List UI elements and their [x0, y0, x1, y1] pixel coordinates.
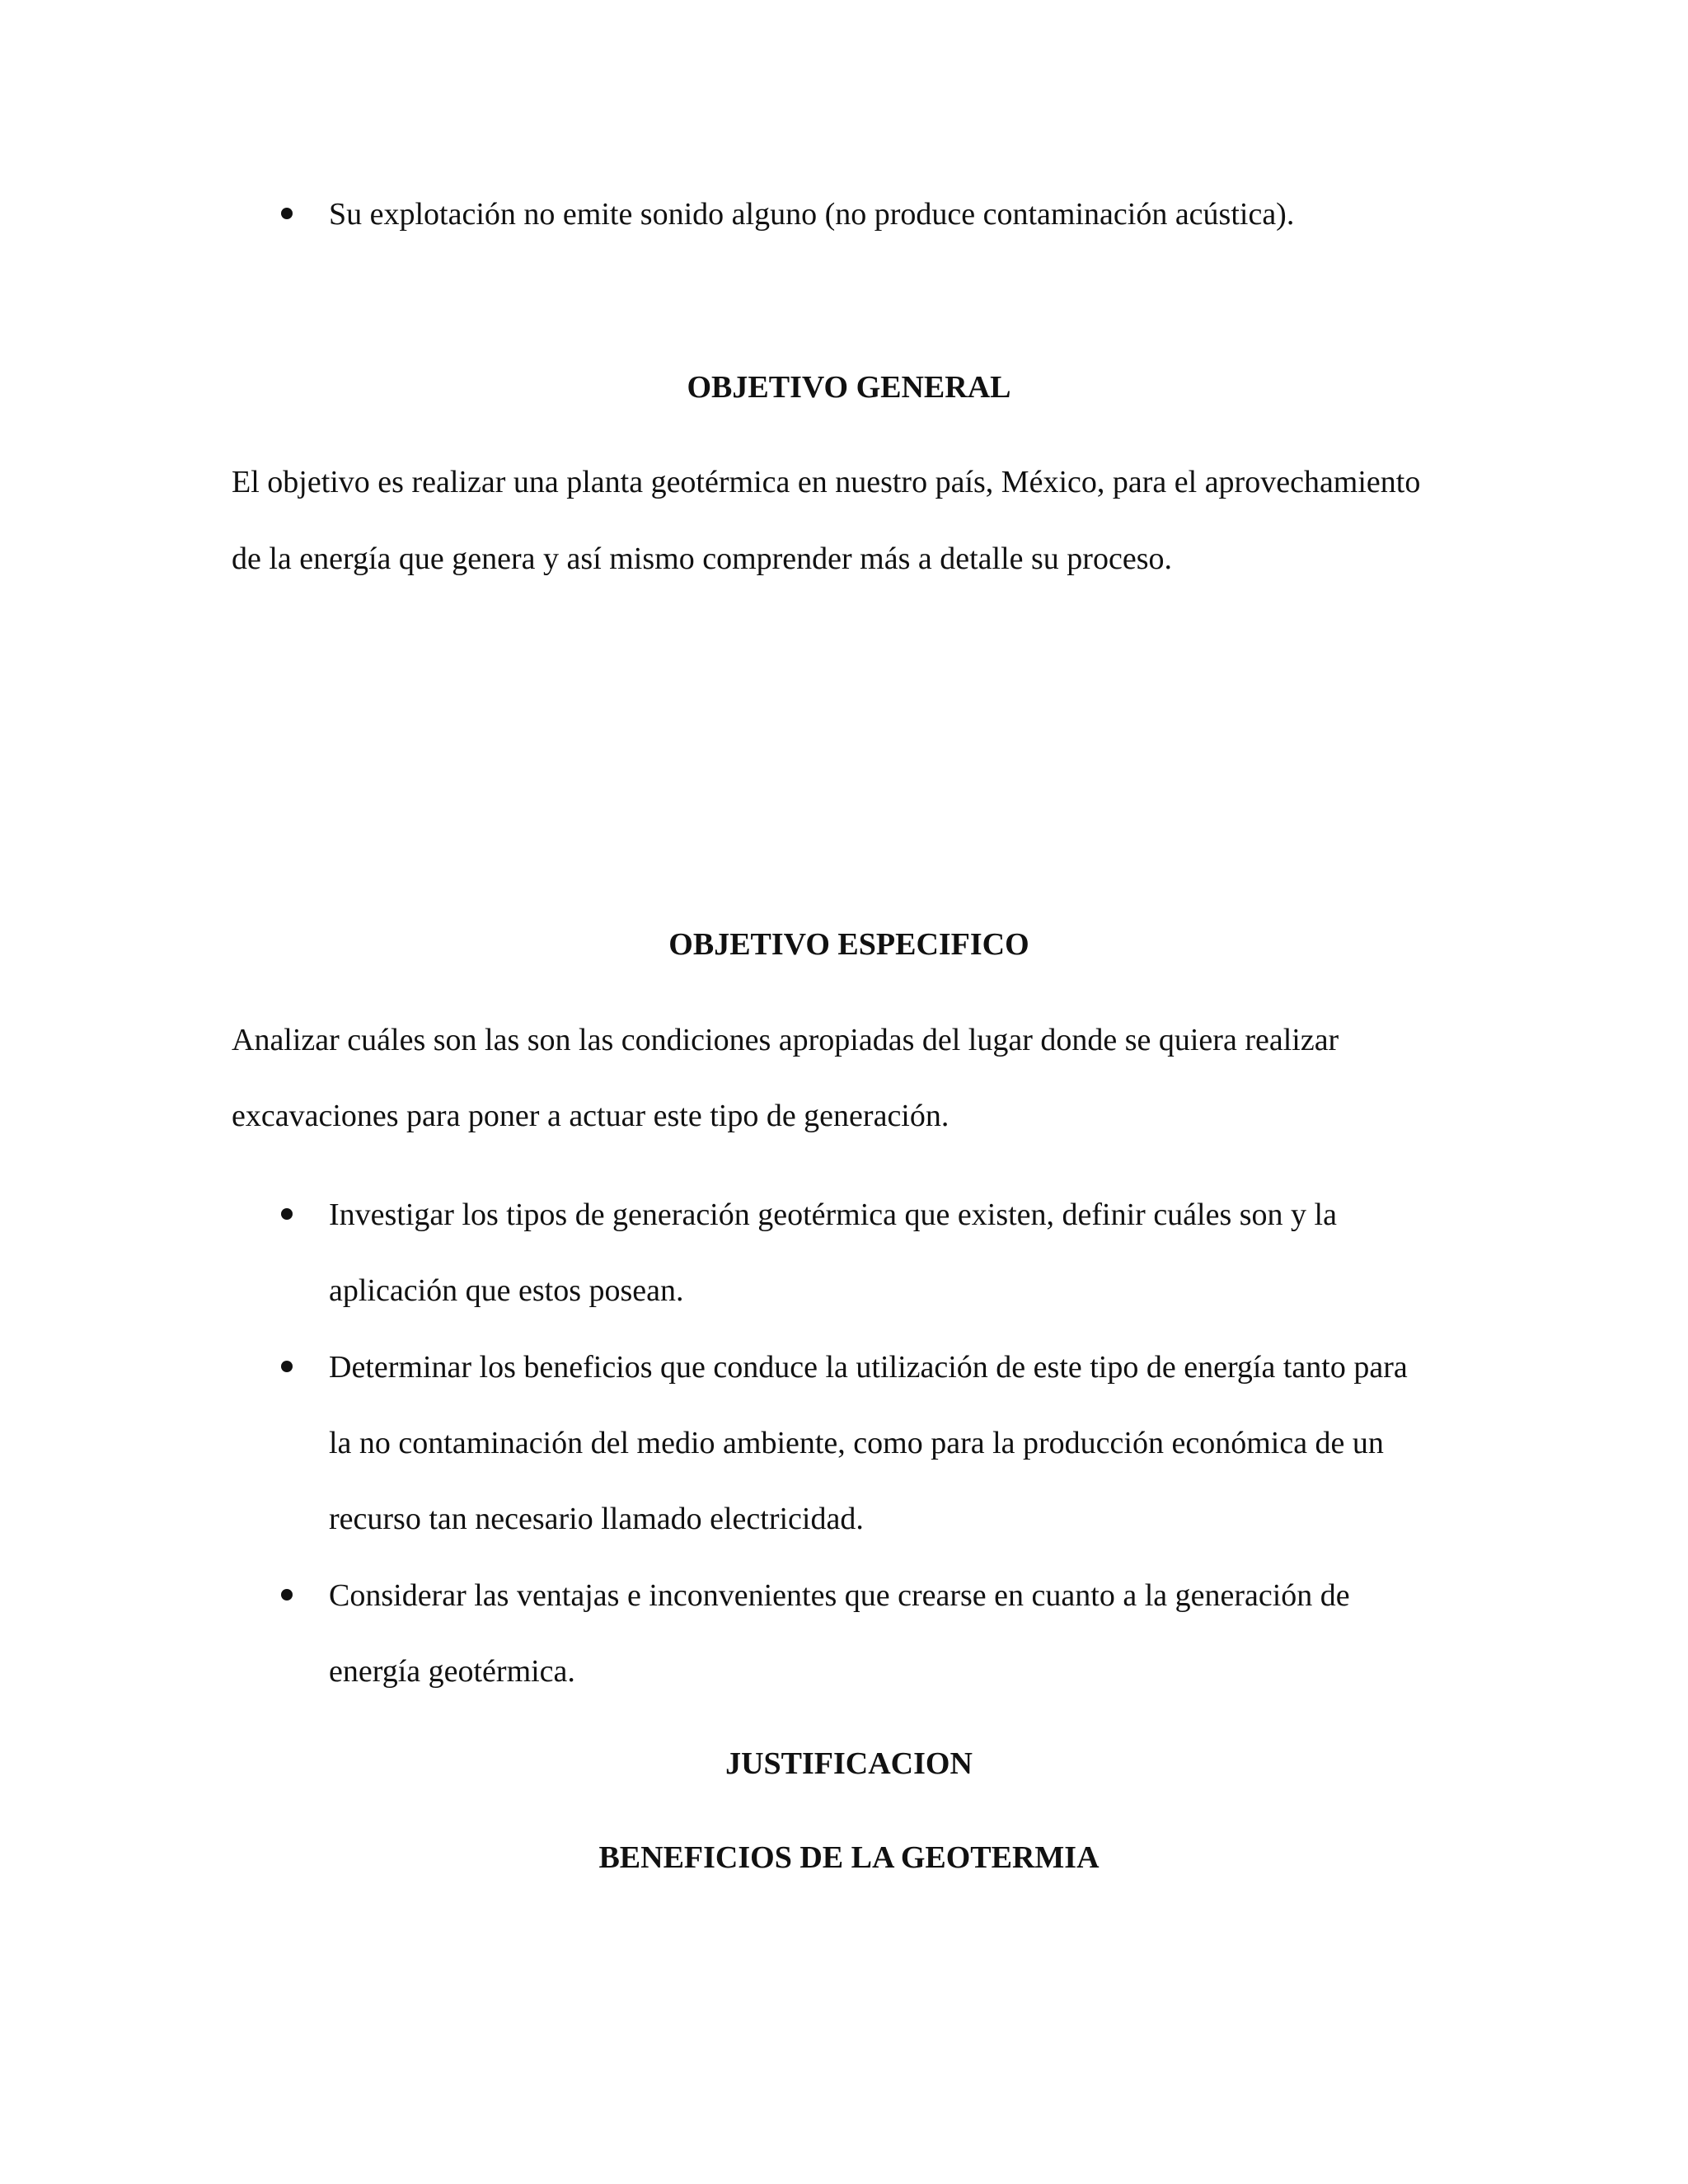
paragraph-objetivo-general-line-1: El objetivo es realizar una planta geotérmica en nuestro país, México, para el aprovechamiento — [232, 465, 1421, 499]
bullet-investigar-line-2: aplicación que estos posean. — [329, 1273, 684, 1308]
bullet-determinar-line-2: la no contaminación del medio ambiente, como para la producción económica de un — [329, 1426, 1384, 1460]
heading-objetivo-general: OBJETIVO GENERAL — [687, 370, 1011, 405]
heading-objetivo-especifico: OBJETIVO ESPECIFICO — [668, 927, 1029, 962]
bullet-marker — [278, 1576, 298, 1596]
bullet-determinar-line-3: recurso tan necesario llamado electricidad. — [329, 1502, 864, 1536]
bullet-determinar-line-1: Determinar los beneficios que conduce la utilización de este tipo de energía tanto para — [329, 1350, 1408, 1385]
bullet-investigar-line-1: Investigar los tipos de generación geotérmica que existen, definir cuáles son y la — [329, 1197, 1337, 1232]
paragraph-objetivo-general-line-2: de la energía que genera y así mismo comprender más a detalle su proceso. — [232, 541, 1172, 576]
bullet-marker — [278, 1347, 298, 1367]
bullet-considerar-line-2: energía geotérmica. — [329, 1654, 575, 1689]
bullet-text-noise: Su explotación no emite sonido alguno (no produce contaminación acústica). — [329, 197, 1295, 232]
bullet-considerar-line-1: Considerar las ventajas e inconvenientes que crearse en cuanto a la generación de — [329, 1578, 1350, 1613]
paragraph-objetivo-especifico-line-1: Analizar cuáles son las son las condiciones apropiadas del lugar donde se quiera realizar — [232, 1023, 1339, 1057]
heading-beneficios-geotermia: BENEFICIOS DE LA GEOTERMIA — [598, 1840, 1100, 1875]
bullet-marker — [278, 194, 298, 214]
paragraph-objetivo-especifico-line-2: excavaciones para poner a actuar este tipo de generación. — [232, 1099, 950, 1133]
bullet-marker — [278, 1195, 298, 1215]
heading-justificacion: JUSTIFICACION — [725, 1746, 973, 1781]
